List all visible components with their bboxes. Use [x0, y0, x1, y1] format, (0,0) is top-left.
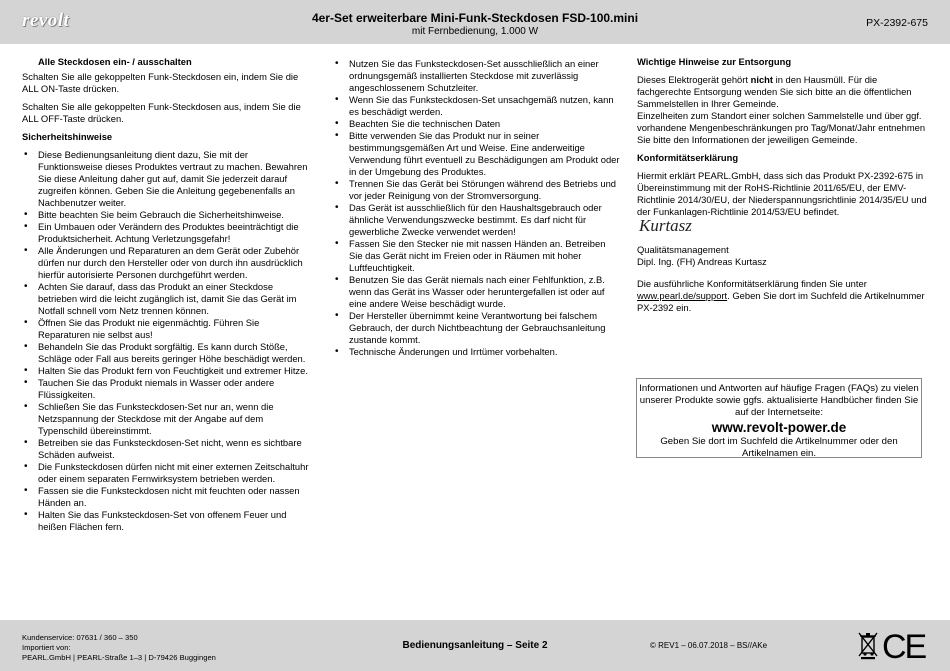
product-subtitle: mit Fernbedienung, 1.000 W	[411, 26, 539, 37]
safety-list-continued	[333, 58, 620, 358]
faq-note: Geben Sie dort im Suchfeld die Artikelnummer oder den Artikelnamen ein.	[660, 436, 898, 459]
list-item: • Das Gerät ist ausschließlich für den Haushaltsgebrauch oder ähnliche Verwendungszwecke bestimmt. Es darf nicht für gewerbliche Zwecke verwendet werden!	[333, 202, 620, 238]
article-number: PX-2392-675	[866, 17, 928, 29]
list-item: • Die Funksteckdosen dürfen nicht mit einer externen Zeitschaltuhr oder einem separaten Fernwirksystem betrieben werden.	[22, 461, 312, 485]
revision-note: © REV1 – 06.07.2018 – BS//AKe	[650, 641, 768, 650]
list-item: • Bitte beachten Sie beim Gebrauch die Sicherheitshinweise.	[22, 209, 312, 221]
list-item: • Der Hersteller übernimmt keine Verantwortung bei falschem Gebrauch, der durch Nichtbeachtung der Gebrauchsanleitung zustande kommt.	[333, 310, 620, 346]
list-item: • Ein Umbauen oder Verändern des Produktes beeinträchtigt die Produktsicherheit. Achtung Verletzungsgefahr!	[22, 221, 312, 245]
list-item: • Technische Änderungen und Irrtümer vorbehalten.	[333, 346, 620, 358]
paragraph-disposal-details: Einzelheiten zum Standort einer solchen Sammelstelle und über ggf. vorhandene Mengenbeschränkungen pro Tag/Monat/Jahr entnehmen Sie bitte den Informationen der jeweiligen Gemeinde.	[637, 110, 926, 145]
paragraph-disposal: Dieses Elektrogerät gehört nicht in den Hausmüll. Für die fachgerechte Entsorgung wenden Sie sich bitte an die öffentlichen Sammelstellen in Ihrer Gemeinde.	[637, 74, 912, 109]
list-item: • Beachten Sie die technischen Daten	[333, 118, 620, 130]
list-item: • Öffnen Sie das Produkt nie eigenmächtig. Führen Sie Reparaturen nie selbst aus!	[22, 317, 312, 341]
importer-label: Importiert von:	[22, 643, 71, 652]
list-item: • Diese Bedienungsanleitung dient dazu, Sie mit der Funktionsweise dieses Produktes vertraut zu machen. Bewahren Sie diese Anleitung daher gut auf, damit Sie jederzeit darauf zugreifen können. Geben Sie die Anleitung gegebenenfalls an Nachbenutzer weiter.	[22, 149, 312, 209]
heading-conformity: Konformitätserklärung	[637, 152, 739, 163]
list-item: • Wenn Sie das Funksteckdosen-Set unsachgemäß nutzen, kann es beschädigt werden.	[333, 94, 620, 118]
list-item: • Fassen Sie den Stecker nie mit nassen Händen an. Betreiben Sie das Gerät nicht im Freien oder in Räumen mit hoher Luftfeuchtigkeit.	[333, 238, 620, 274]
column-right	[637, 56, 927, 314]
importer-address: PEARL.GmbH | PEARL-Straße 1–3 | D-79426 Buggingen	[22, 653, 216, 662]
paragraph-all-on: Schalten Sie alle gekoppelten Funk-Steckdosen ein, indem Sie die ALL ON-Taste drücken.	[22, 71, 299, 94]
list-item: • Fassen sie die Funksteckdosen nicht mit feuchten oder nassen Händen an.	[22, 485, 312, 509]
heading-safety: Sicherheitshinweise	[22, 131, 113, 142]
signatory-name: Dipl. Ing. (FH) Andreas Kurtasz	[637, 256, 767, 267]
ce-mark-icon: CE	[882, 628, 926, 666]
faq-box	[636, 378, 922, 458]
list-item: • Alle Änderungen und Reparaturen an dem Gerät oder Zubehör dürfen nur durch den Hersteller oder von durch ihn ausdrücklich hierfür autorisierte Personen durchgeführt werden.	[22, 245, 312, 281]
list-item: • Achten Sie darauf, dass das Produkt an einer Steckdose betrieben wird die leicht zugänglich ist, damit Sie das Gerät im Notfall schnell vom Netz trennen können.	[22, 281, 312, 317]
paragraph-conformity-details: Die ausführliche Konformitätserklärung finden Sie unter www.pearl.de/support. Geben Sie dort im Suchfeld die Artikelnummer PX-2392 ein.	[637, 278, 925, 313]
heading-disposal: Wichtige Hinweise zur Entsorgung	[637, 56, 792, 67]
product-title: 4er-Set erweiterbare Mini-Funk-Steckdosen FSD-100.mini	[311, 11, 639, 25]
list-item: • Nutzen Sie das Funksteckdosen-Set ausschließlich an einer ordnungsgemäß installierten Steckdose mit zuverlässig angeschlossenem Schutzleiter.	[333, 58, 620, 94]
list-item: • Halten Sie das Produkt fern von Feuchtigkeit und extremer Hitze.	[22, 365, 312, 377]
column-middle	[333, 58, 620, 358]
list-item: • Betreiben sie das Funksteckdosen-Set nicht, wenn es sichtbare Schäden aufweist.	[22, 437, 312, 461]
list-item: • Halten Sie das Funksteckdosen-Set von offenem Feuer und heißen Flächen fern.	[22, 509, 312, 533]
heading-switch-all: Alle Steckdosen ein- / ausschalten	[38, 56, 192, 67]
column-left	[22, 56, 312, 533]
list-item: • Bitte verwenden Sie das Produkt nur in seiner bestimmungsgemäßen Art und Weise. Eine anderweitige Verwendung führt eventuell zu Beschädigungen am Produkt oder in der Umgebung des Produktes.	[333, 130, 620, 178]
safety-list	[22, 149, 312, 533]
list-item: • Benutzen Sie das Gerät niemals nach einer Fehlfunktion, z.B. wenn das Gerät ins Wasser oder heruntergefallen ist oder auf eine andere Weise beschädigt wurde.	[333, 274, 620, 310]
page-title: Bedienungsanleitung – Seite 2	[402, 640, 548, 651]
list-item: • Behandeln Sie das Produkt sorgfältig. Es kann durch Stöße, Schläge oder Fall aus bereits geringer Höhe beschädigt werden.	[22, 341, 312, 365]
faq-url-link[interactable]: www.revolt-power.de	[711, 420, 847, 435]
weee-bin-icon	[858, 630, 878, 665]
revolt-logo: revolt	[22, 10, 70, 31]
faq-text: Informationen und Antworten auf häufige Fragen (FAQs) zu vielen unserer Produkte sowie ggfs. aktualisierte Handbücher finden Sie auf der Internetseite:	[639, 383, 919, 418]
signature: Kurtasz	[639, 216, 692, 235]
footer-contact	[22, 633, 216, 663]
list-item: • Tauchen Sie das Produkt niemals in Wasser oder andere Flüssigkeiten.	[22, 377, 312, 401]
customer-service: Kundenservice: 07631 / 360 – 350	[22, 633, 138, 642]
list-item: • Trennen Sie das Gerät bei Störungen während des Betriebs und vor jeder Reinigung von der Stromversorgung.	[333, 178, 620, 202]
list-item: • Schließen Sie das Funksteckdosen-Set nur an, wenn die Netzspannung der Steckdose mit der Angabe auf dem Typenschild übereinstimmt.	[22, 401, 312, 437]
signatory-role: Qualitätsmanagement	[637, 244, 729, 255]
paragraph-all-off: Schalten Sie alle gekoppelten Funk-Steckdosen aus, indem Sie die ALL OFF-Taste drücken.	[22, 101, 301, 124]
support-link[interactable]: www.pearl.de/support	[637, 290, 728, 301]
paragraph-conformity: Hiermit erklärt PEARL.GmbH, dass sich das Produkt PX-2392-675 in Übereinstimmung mit der RoHS-Richtlinie 2011/65/EU, der EMV-Richtlinie 2014/30/EU, der Niederspannungsrichtlinie 2014/35/EU und der Funkanlagen-Richtlinie 2014/53/EU befindet.	[637, 170, 927, 217]
